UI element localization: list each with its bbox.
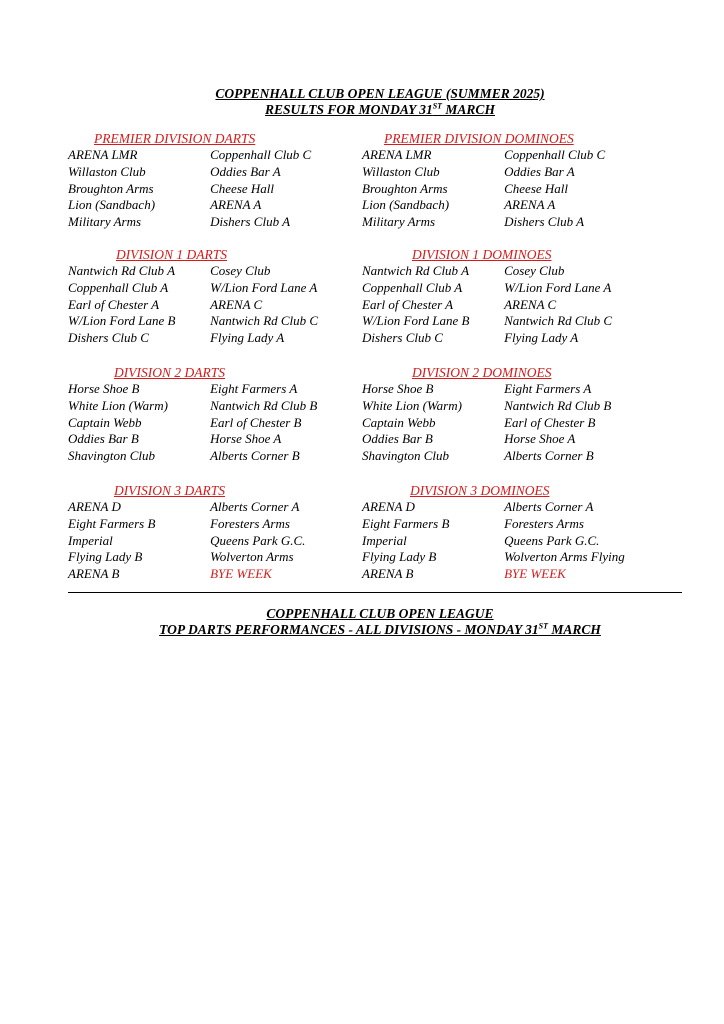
fixture-row (362, 549, 662, 566)
away-team: Cheese Hall (210, 180, 275, 196)
home-team: White Lion (Warm) (362, 397, 462, 413)
home-team: ARENA B (362, 566, 414, 582)
fixture-row (68, 398, 368, 415)
fixture-row (68, 533, 368, 550)
away-team: Queens Park G.C. (210, 532, 306, 548)
fixture-row (68, 164, 368, 181)
away-team: Cosey Club (504, 263, 565, 278)
results-date-text: RESULTS FOR MONDAY 31 (265, 102, 433, 117)
fixture-row (362, 398, 662, 415)
fixture-row (362, 181, 662, 198)
home-team: Flying Lady B (68, 549, 143, 565)
top-performances-title (0, 622, 724, 638)
away-team: Coppenhall Club C (504, 147, 606, 162)
top-performances-suffix: ST (538, 621, 548, 631)
home-team: Imperial (68, 532, 113, 548)
fixture-row (68, 280, 368, 297)
home-team: Military Arms (68, 214, 142, 230)
home-team: Shavington Club (362, 448, 450, 464)
fixture-row (68, 197, 368, 214)
division-2-dominoes (362, 364, 662, 465)
fixture-row (362, 330, 662, 347)
fixture-row (68, 549, 368, 566)
fixture-row (68, 297, 368, 314)
home-team: ARENA D (362, 499, 415, 514)
away-team: Nantwich Rd Club C (504, 313, 613, 329)
division-heading: PREMIER DIVISION DOMINOES (384, 131, 574, 146)
home-team: Lion (Sandbach) (362, 197, 450, 213)
results-date-suffix: ST (432, 101, 443, 111)
fixture-row (68, 147, 368, 164)
fixture-row (68, 415, 368, 432)
home-team: Willaston Club (68, 163, 146, 179)
fixture-row (362, 197, 662, 214)
fixture-row (362, 431, 662, 448)
division-heading: DIVISION 2 DARTS (114, 365, 225, 380)
fixture-row (362, 164, 662, 181)
fixture-row (68, 214, 368, 231)
away-team: Horse Shoe A (504, 431, 576, 447)
away-team: Nantwich Rd Club B (210, 397, 318, 413)
fixture-row (68, 263, 368, 280)
fixture-row (362, 415, 662, 432)
away-team: Flying Lady A (504, 330, 579, 346)
footer-title: COPPENHALL CLUB OPEN LEAGUE (266, 606, 494, 621)
division-heading: DIVISION 1 DOMINOES (412, 247, 552, 262)
away-team: Earl of Chester B (210, 414, 302, 430)
fixture-row (362, 147, 662, 164)
home-team: Shavington Club (68, 448, 156, 464)
home-team: Flying Lady B (362, 549, 437, 565)
division-heading: DIVISION 3 DARTS (114, 483, 225, 498)
away-team: Cosey Club (210, 263, 271, 278)
home-team: W/Lion Ford Lane B (362, 313, 470, 329)
page-title: COPPENHALL CLUB OPEN LEAGUE (SUMMER 2025) (215, 86, 545, 101)
away-team: Oddies Bar A (210, 163, 281, 179)
home-team: Horse Shoe B (362, 381, 434, 396)
fixture-row (68, 181, 368, 198)
away-team: Foresters Arms (504, 515, 584, 531)
home-team: Willaston Club (362, 163, 440, 179)
home-team: ARENA LMR (68, 147, 138, 162)
away-team: Alberts Corner A (210, 499, 300, 514)
away-team: Eight Farmers A (504, 381, 592, 396)
home-team: Nantwich Rd Club A (362, 263, 470, 278)
fixture-row (68, 313, 368, 330)
top-performances-text: TOP DARTS PERFORMANCES - ALL DIVISIONS - MONDAY 31 (159, 622, 539, 637)
away-team: Wolverton Arms Flying (504, 549, 625, 565)
home-team: Military Arms (362, 214, 436, 230)
away-team: Earl of Chester B (504, 414, 596, 430)
away-team: Alberts Corner B (210, 448, 300, 464)
home-team: Imperial (362, 532, 407, 548)
home-team: Eight Farmers B (68, 515, 156, 531)
fixture-row (362, 533, 662, 550)
fixture-row (68, 381, 368, 398)
division-2-darts (68, 364, 368, 465)
fixture-row (362, 499, 662, 516)
away-team: Wolverton Arms (210, 549, 294, 565)
away-team: Alberts Corner A (504, 499, 594, 514)
fixture-row (362, 381, 662, 398)
results-date-title (0, 102, 724, 118)
away-team: W/Lion Ford Lane A (210, 279, 318, 295)
home-team: Broughton Arms (68, 180, 154, 196)
fixture-row (362, 448, 662, 465)
division-0-dominoes (362, 130, 662, 231)
fixture-row (362, 214, 662, 231)
away-team: Oddies Bar A (504, 163, 575, 179)
division-0-darts (68, 130, 368, 231)
division-3-darts (68, 482, 368, 583)
away-team: BYE WEEK (210, 566, 272, 582)
fixture-row (362, 313, 662, 330)
division-1-dominoes (362, 246, 662, 347)
home-team: Oddies Bar B (68, 431, 139, 447)
fixture-row (362, 566, 662, 583)
away-team: Alberts Corner B (504, 448, 594, 464)
home-team: Oddies Bar B (362, 431, 433, 447)
away-team: Dishers Club A (504, 214, 585, 230)
away-team: Eight Farmers A (210, 381, 298, 396)
division-1-darts (68, 246, 368, 347)
division-heading: DIVISION 3 DOMINOES (410, 483, 550, 498)
home-team: Lion (Sandbach) (68, 197, 156, 213)
divider-line (68, 592, 682, 593)
away-team: W/Lion Ford Lane A (504, 279, 612, 295)
fixture-row (362, 516, 662, 533)
fixture-row (68, 499, 368, 516)
home-team: White Lion (Warm) (68, 397, 168, 413)
home-team: Broughton Arms (362, 180, 448, 196)
top-performances-month: MARCH (548, 622, 601, 637)
home-team: Coppenhall Club A (362, 279, 463, 295)
away-team: ARENA C (504, 296, 557, 312)
home-team: Captain Webb (362, 414, 436, 430)
away-team: ARENA C (210, 296, 263, 312)
division-heading: DIVISION 2 DOMINOES (412, 365, 552, 380)
home-team: ARENA LMR (362, 147, 432, 162)
home-team: W/Lion Ford Lane B (68, 313, 176, 329)
away-team: Flying Lady A (210, 330, 285, 346)
home-team: Eight Farmers B (362, 515, 450, 531)
home-team: Captain Webb (68, 414, 142, 430)
away-team: Dishers Club A (210, 214, 291, 230)
fixture-row (68, 566, 368, 583)
away-team: Foresters Arms (210, 515, 290, 531)
away-team: BYE WEEK (504, 566, 566, 582)
away-team: ARENA A (210, 197, 262, 213)
home-team: Nantwich Rd Club A (68, 263, 176, 278)
home-team: ARENA B (68, 566, 120, 582)
home-team: Earl of Chester A (68, 296, 160, 312)
home-team: Coppenhall Club A (68, 279, 169, 295)
home-team: Dishers Club C (68, 330, 149, 346)
away-team: Nantwich Rd Club B (504, 397, 612, 413)
home-team: Horse Shoe B (68, 381, 140, 396)
fixture-row (68, 431, 368, 448)
fixture-row (68, 330, 368, 347)
away-team: Horse Shoe A (210, 431, 282, 447)
division-heading: PREMIER DIVISION DARTS (94, 131, 256, 146)
fixture-row (68, 516, 368, 533)
division-heading: DIVISION 1 DARTS (116, 247, 227, 262)
away-team: Coppenhall Club C (210, 147, 312, 162)
away-team: Nantwich Rd Club C (210, 313, 319, 329)
fixture-row (362, 263, 662, 280)
home-team: Earl of Chester A (362, 296, 454, 312)
fixture-row (68, 448, 368, 465)
fixture-row (362, 280, 662, 297)
away-team: Queens Park G.C. (504, 532, 600, 548)
away-team: Cheese Hall (504, 180, 569, 196)
away-team: ARENA A (504, 197, 556, 213)
home-team: ARENA D (68, 499, 121, 514)
home-team: Dishers Club C (362, 330, 443, 346)
fixture-row (362, 297, 662, 314)
division-3-dominoes (362, 482, 662, 583)
results-date-month: MARCH (442, 102, 495, 117)
